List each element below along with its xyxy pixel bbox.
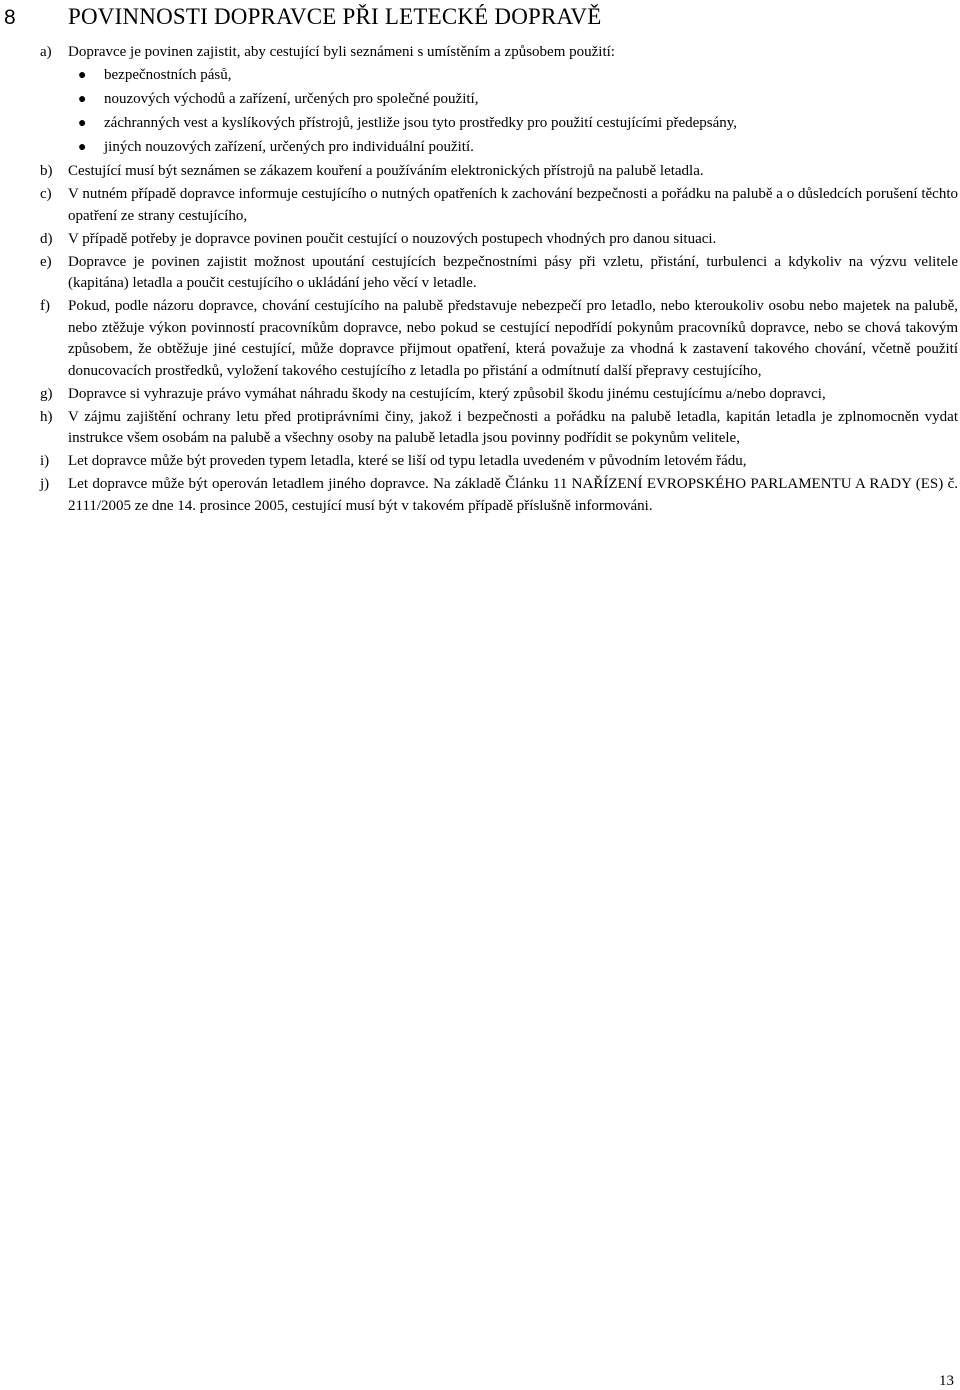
item-text: Pokud, podle názoru dopravce, chování cestujícího na palubě představuje nebezpečí pro letadlo, nebo kteroukoliv osobu nebo majetek na palubě, nebo ztěžuje výkon povinností pracovníkům dopravce, nebo pokud se cestující nepodřídí pokynům pracovníků dopravce, nebo se chová takovým způsobem, že obtěžuje jiné cestující, může dopravce přijmout opatření, která považuje za vhodná k zastavení takového chování, včetně použití donucovacích prostředků, vyložení takového cestujícího z letadla po přistání a odmítnutí další přepravy cestujícího, bbox=[68, 298, 958, 379]
section-heading bbox=[4, 4, 601, 30]
list-item-c bbox=[40, 184, 958, 227]
item-label: i) bbox=[40, 453, 50, 469]
list-item-f bbox=[40, 296, 958, 382]
bullet-text: nouzových východů a zařízení, určených pro společné použití, bbox=[104, 91, 479, 107]
item-text: Let dopravce může být proveden typem letadla, které se liší od typu letadla uvedeném v původním letovém řádu, bbox=[68, 453, 747, 469]
section-number: 8 bbox=[4, 6, 16, 29]
item-text: V nutném případě dopravce informuje cestujícího o nutných opatřeních k zachování bezpečnosti a pořádku na palubě a o důsledcích porušení těchto opatření ze strany cestujícího, bbox=[68, 186, 958, 224]
list-item-h bbox=[40, 407, 958, 450]
item-label: b) bbox=[40, 163, 53, 179]
item-text: Cestující musí být seznámen se zákazem kouření a používáním elektronických přístrojů na palubě letadla. bbox=[68, 163, 704, 179]
item-text: V případě potřeby je dopravce povinen poučit cestující o nouzových postupech vhodných pro danou situaci. bbox=[68, 230, 717, 247]
section-content bbox=[40, 42, 958, 519]
list-item-i bbox=[40, 451, 958, 473]
item-text: Dopravce je povinen zajistit, aby cestující byli seznámeni s umístěním a způsobem použití: bbox=[68, 44, 615, 60]
bullet-icon: ● bbox=[78, 68, 87, 83]
bullet-text: bezpečnostních pásů, bbox=[104, 67, 232, 83]
list-item-e bbox=[40, 252, 958, 295]
item-label: d) bbox=[40, 230, 53, 247]
item-text: Dopravce si vyhrazuje právo vymáhat náhradu škody na cestujícím, který způsobil škodu jinému cestujícímu a/nebo dopravci, bbox=[68, 385, 826, 402]
bullet-icon: ● bbox=[78, 140, 87, 155]
item-label: j) bbox=[40, 476, 50, 492]
bullet-list bbox=[40, 65, 958, 159]
item-text: V zájmu zajištění ochrany letu před protiprávními činy, jakož i bezpečnosti a pořádku na palubě letadla, kapitán letadla je zplnomocněn vydat instrukce všem osobám na palubě a všechny osoby na palubě letadla jsou povinny podřídit se pokynům velitele, bbox=[68, 408, 958, 446]
list-item-g bbox=[40, 384, 958, 406]
bullet-item bbox=[78, 89, 958, 111]
bullet-text: záchranných vest a kyslíkových přístrojů, jestliže jsou tyto prostředky pro použití cestujícími předepsány, bbox=[104, 115, 738, 131]
item-label: a) bbox=[40, 44, 52, 60]
page-number: 13 bbox=[939, 1373, 954, 1389]
bullet-item bbox=[78, 113, 958, 135]
bullet-icon: ● bbox=[78, 92, 87, 107]
list-item-d bbox=[40, 229, 958, 251]
item-label: g) bbox=[40, 385, 53, 402]
item-text: Dopravce je povinen zajistit možnost upoutání cestujících bezpečnostními pásy při vzletu, přistání, turbulenci a kdykoliv na výzvu velitele (kapitána) letadla a poučit cestujícího o ukládání jeho věcí v letadle. bbox=[68, 253, 958, 291]
bullet-icon: ● bbox=[78, 116, 87, 131]
item-label: c) bbox=[40, 186, 52, 202]
bullet-item bbox=[78, 137, 958, 159]
item-label: e) bbox=[40, 253, 52, 270]
list-item-a bbox=[40, 42, 958, 64]
bullet-text: jiných nouzových zařízení, určených pro individuální použití. bbox=[104, 139, 474, 155]
list-item-j bbox=[40, 474, 958, 517]
bullet-item bbox=[78, 65, 958, 87]
item-label: h) bbox=[40, 408, 53, 425]
item-label: f) bbox=[40, 298, 50, 314]
list-item-b bbox=[40, 161, 958, 183]
item-text: Let dopravce může být operován letadlem jiného dopravce. Na základě Článku 11 NAŘÍZENÍ EVROPSKÉHO PARLAMENTU A RADY (ES) č. 2111/2005 ze dne 14. prosince 2005, cestující musí být v takovém případě příslušně informováni. bbox=[68, 476, 958, 514]
section-title: POVINNOSTI DOPRAVCE PŘI LETECKÉ DOPRAVĚ bbox=[68, 4, 602, 29]
